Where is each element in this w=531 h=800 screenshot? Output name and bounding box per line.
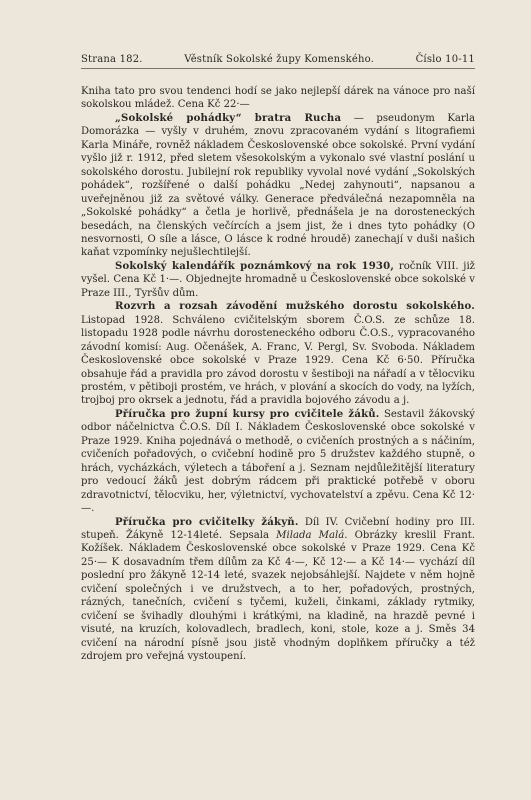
paragraph-text: Sestavil žákovský odbor náčelnictva Č.O.S. Díl I. Nákladem Československé obce sokolské v Praze 1929. Kniha pojednává o methodě, o cvičeních prostných a s náčiním, cvičeních pořadových, o cvičební hodině pro 5 družstev každého stupně, o hrách, vycházkách, výletech a táboření a j. Seznam nejdůležitější literatury pro vedoucí žáků jest dobrým rádcem při praktické potřebě v oboru zdravotnictví, tělocviku, her, výletnictví, vychovatelství a zpěvu. Cena Kč 12·—.	[81, 408, 475, 515]
author-name: Milada Malá.	[276, 529, 348, 541]
paragraph-text: Listopad 1928. Schváleno cvičitelským sborem Č.O.S. ze schůze 18. listopadu 1928 podle návrhu dorosteneckého odboru Č.O.S., vypracovaného závodní komisí: Aug. Očenášek, A. Franc, V. Pergl, Sv. Svoboda. Nákladem Československé obce sokolské v Praze 1929. Cena Kč 6·50. Příručka obsahuje řád a pravidla pro závod dorostu v šestiboji na nářadí a v tělocviku prostém, v pětiboji prostém, ve hrách, v plování a skocích do vody, na lyžích, trojboj pro okrsek a jednotu, řád a pravidla bojového závodu a j.	[81, 314, 475, 407]
paragraph-title: „Sokolské pohádky“ bratra Rucha	[115, 112, 342, 124]
page-number: Strana 182.	[81, 54, 143, 65]
paragraph-text: — pseudonym Karla Domorázka — vyšly v druhém, znovu zpracovaném vydání s litografiemi Karla Mináře, rovněž nákladem Československé obce sokolské. První vydání vyšlo již r. 1912, před sletem všesokolským a vykonalo své vlastní poslání u sokolského dorostu. Jubilejní rok republiky vyvolal nové vydání „Sokolských pohádek“, rozšířené o další pohádku „Nedej zahynouti“, napsanou a uveřejněnou již za světové války. Generace předválečná nezapomněla na „Sokolské pohádky“ a četla je horlivě, přednášela je na dorosteneckých besedách, na členských večírcích a jsem jist, že i dnes tyto pohádky (O nesvornosti, O síle a lásce, O lásce k rodné hroudě) zanechají v duši našich kaňat vzpomínky nejušlechtilejší.	[81, 112, 475, 259]
paragraph-title: Rozvrh a rozsah závodění mužského dorostu sokolského.	[115, 301, 475, 313]
page-header	[81, 54, 475, 69]
paragraph-title: Příručka pro cvičitelky žákyň.	[115, 516, 299, 528]
paragraph-intro	[81, 85, 475, 112]
paragraph-title: Sokolský kalendářík poznámkový na rok 1930,	[115, 260, 395, 272]
paragraph-kalendarik	[81, 260, 475, 300]
paragraph-text: ročník VIII. již vyšel. Cena Kč 1·—. Objednejte hromadně u Československé obce sokolské v Praze III., Tyršův dům.	[81, 260, 475, 299]
paragraph-sokolske-pohadky	[81, 112, 475, 260]
issue-number: Číslo 10-11	[415, 54, 475, 65]
paragraph-text: Díl IV. Cvičební hodiny pro III. stupeň. Žákyně 12-14leté. Sepsala	[81, 516, 475, 541]
paragraph-text: Obrázky kreslil Frant. Kožíšek. Nákladem Československé obce sokolské v Praze 1929. Cena Kč 25·— K dosavadním třem dílům za Kč 4·—, Kč 12·— a Kč 14·— vychází díl poslední pro žákyně 12-14 leté, svazek nejobsáhlejší. Najdete v něm hojně cvičení společných i ve družstvech, a to her, pořadových, prostných, rázných, tanečních, cvičení s tyčemi, kuželi, činkami, základy rytmiky, cvičení se švihadly dlouhými i krátkými, na kladině, na hrazdě pevné i visuté, na kruzích, kolovadlech, bradlech, koni, stole, koze a j. Směs 34 cvičení na národní písně jsou jistě vhodným doplňkem příručky a též zdrojem pro veřejná vystoupení.	[81, 529, 476, 663]
journal-title: Věstník Sokolské župy Komenského.	[184, 54, 375, 65]
paragraph-prirucka-cvicitelky	[81, 516, 475, 664]
paragraph-text: Kniha tato pro svou tendenci hodí se jako nejlepší dárek na vánoce pro naší sokolskou mládež. Cena Kč 22·—	[81, 86, 475, 111]
paragraph-rozvrh-zavodeni	[81, 300, 475, 408]
paragraph-title: Příručka pro župní kursy pro cvičitele žáků.	[115, 408, 380, 420]
paragraph-prirucka-cvicitele	[81, 408, 475, 516]
article-body	[81, 85, 475, 663]
